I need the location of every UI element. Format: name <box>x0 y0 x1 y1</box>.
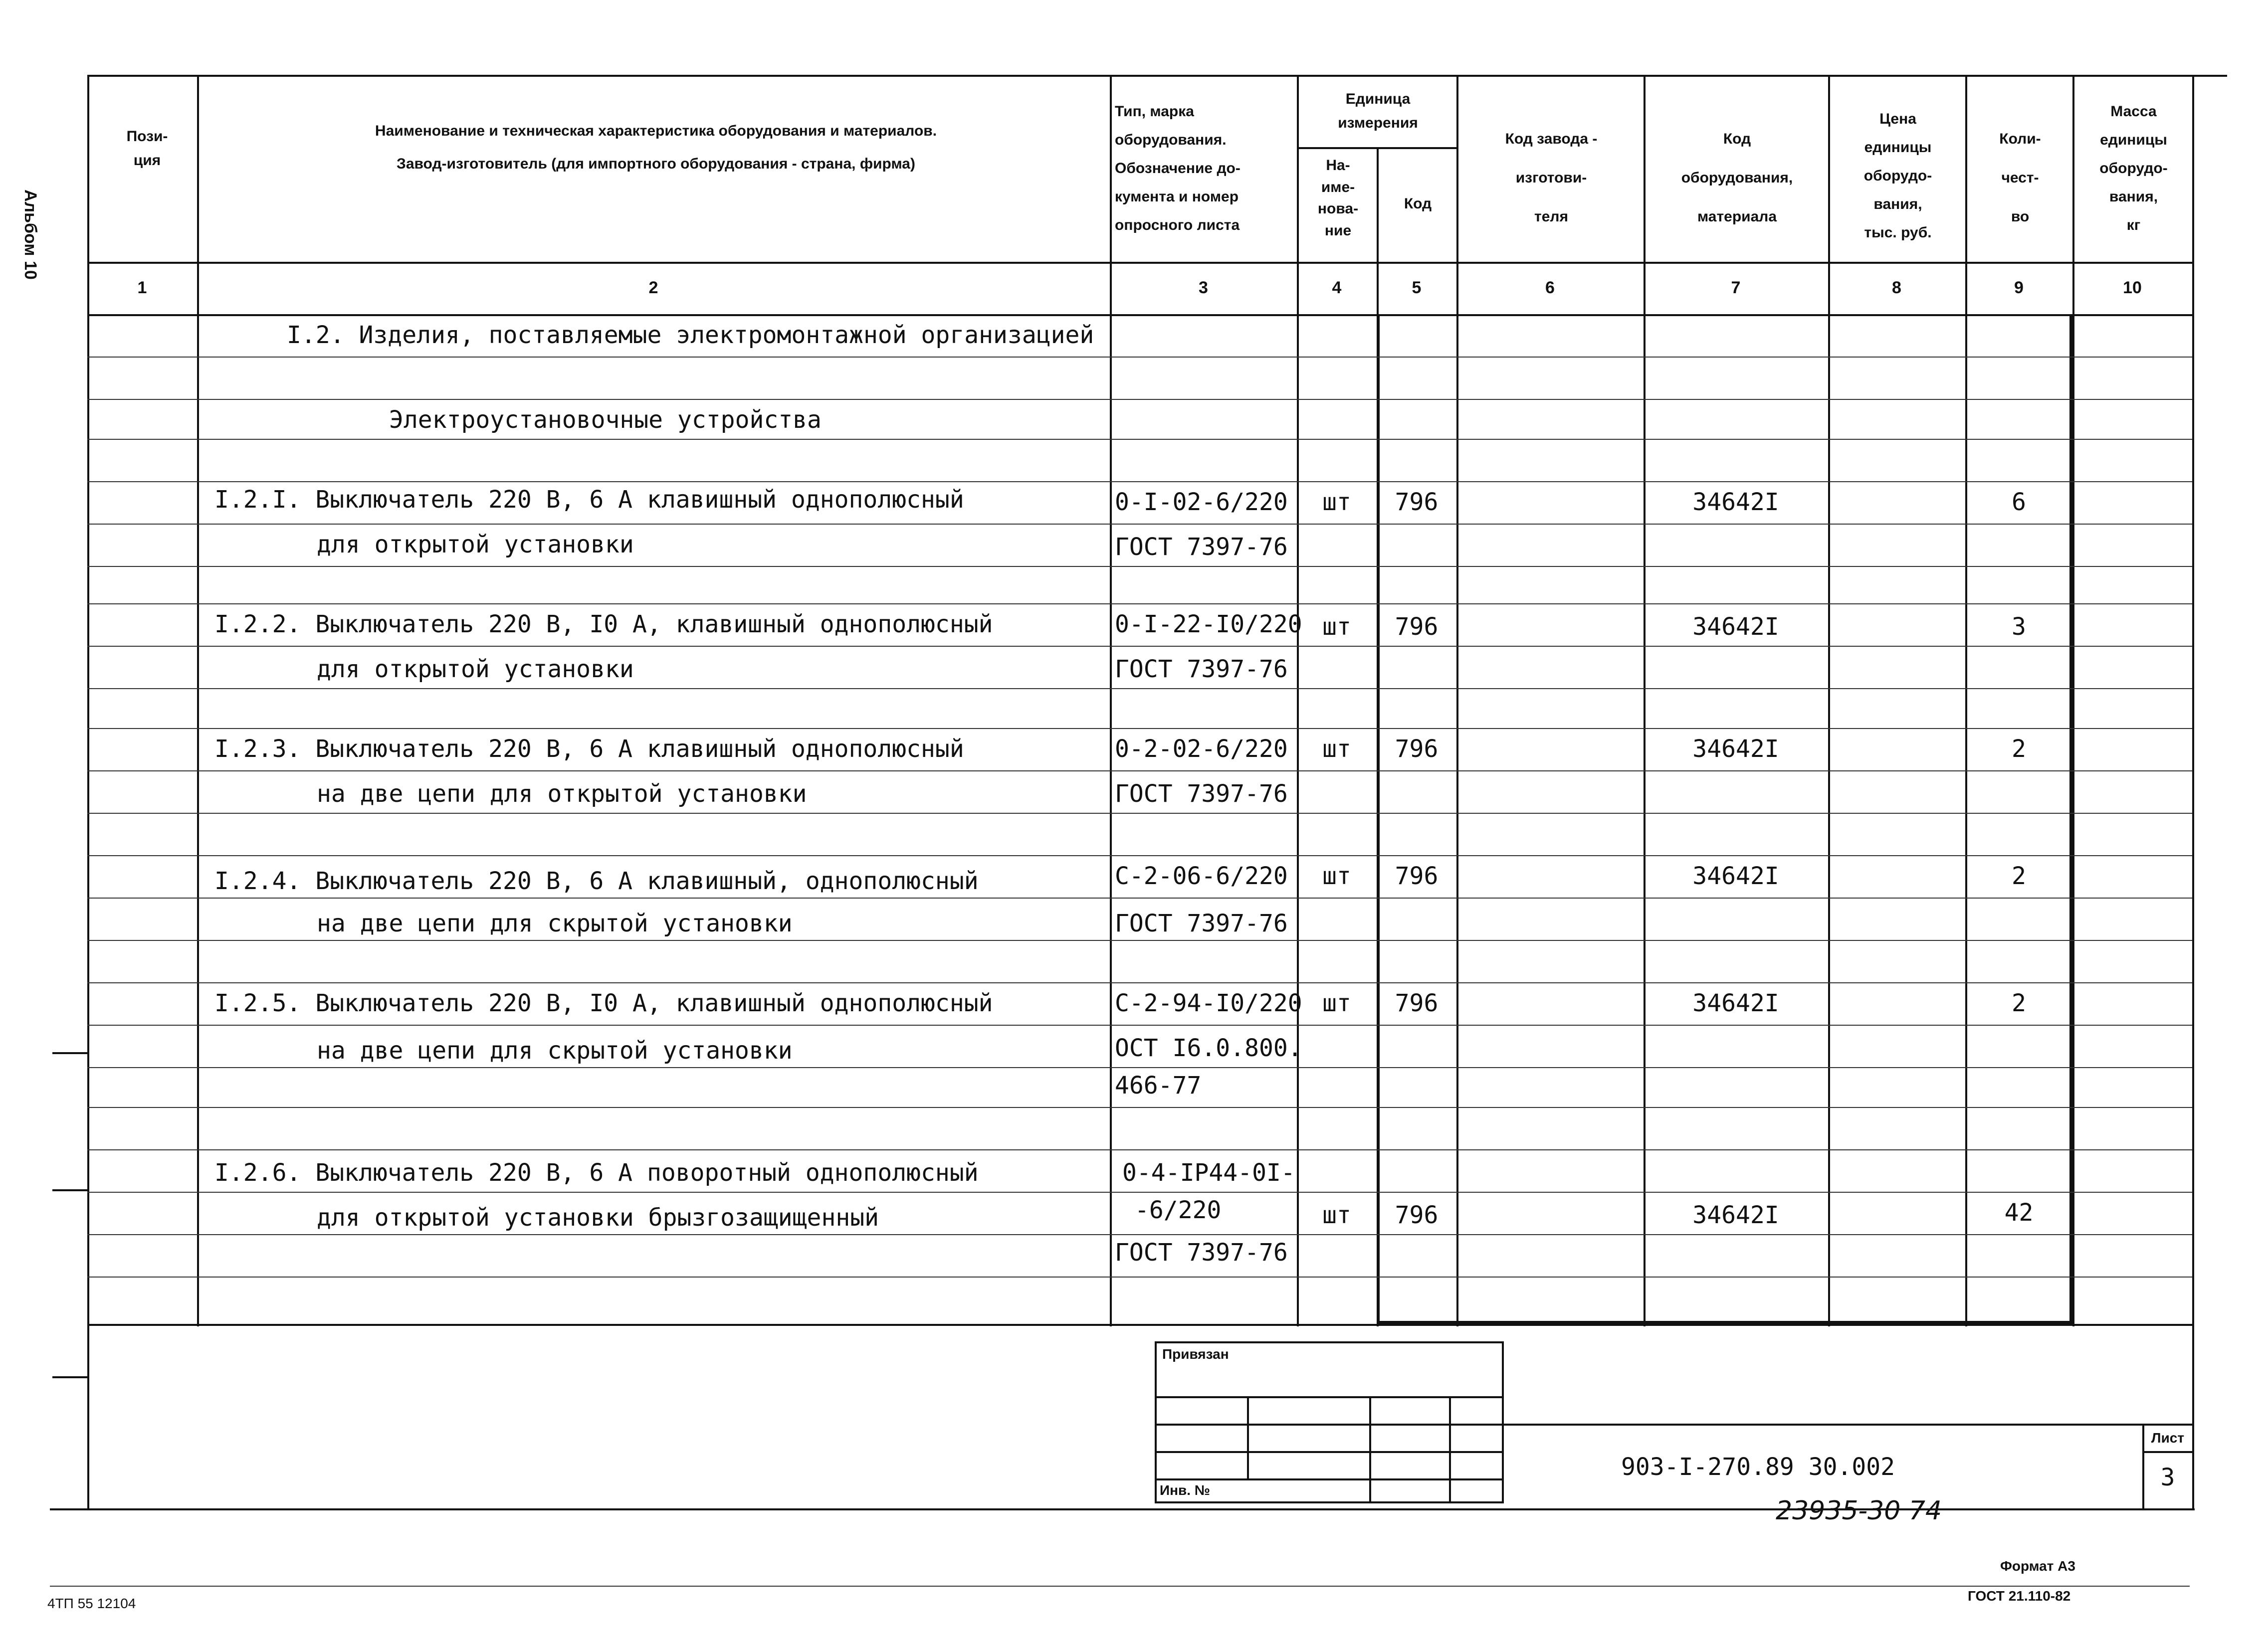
header-plant-code: Код завода - изготови- теля <box>1505 131 1598 225</box>
stamp-line <box>1155 1451 1504 1453</box>
item-name-line2: на две цепи для открытой установки <box>317 780 807 808</box>
stamp-line <box>1155 1424 1504 1426</box>
footer-line <box>50 1586 2190 1587</box>
stamp-line <box>1449 1396 1451 1503</box>
colnum: 2 <box>648 278 658 297</box>
table-bottom-line <box>87 1324 2192 1326</box>
colnum: 9 <box>2014 278 2024 297</box>
item-unit-code: 796 <box>1395 488 1439 516</box>
handwritten-inventory-number: 23935-30 74 <box>1776 1496 1942 1526</box>
frame-top <box>87 75 2227 77</box>
document-number: 903-I-270.89 30.002 <box>1621 1453 1895 1481</box>
stamp-line <box>1247 1396 1249 1478</box>
item-unit: шт <box>1322 1201 1351 1229</box>
item-unit: шт <box>1322 488 1351 516</box>
item-unit: шт <box>1322 735 1351 763</box>
item-name-line1: I.2.4. Выключатель 220 В, 6 А клавишный, однополюсный <box>214 867 979 895</box>
stamp-inv-label: Инв. № <box>1160 1482 1211 1498</box>
header-unit-name: На- име- нова- ние <box>1317 157 1359 239</box>
archive-code: 4ТП 55 12104 <box>47 1596 136 1611</box>
header-type: Тип, марка оборудования. Обозначение до- кумента и номер опросного листа <box>1115 103 1240 233</box>
item-type: 0-I-22-I0/220 <box>1115 610 1302 638</box>
item-type-doc-cont: ГОСТ 7397-76 <box>1115 1239 1288 1267</box>
item-type: 0-2-02-6/220 <box>1115 735 1288 763</box>
header-equip-code: Код оборудования, материала <box>1681 131 1793 225</box>
item-equip-code: 34642I <box>1692 1201 1779 1229</box>
item-type: 0-4-IP44-0I- <box>1122 1159 1295 1187</box>
album-side-label: Альбом 10 <box>21 189 40 280</box>
item-type-doc: -6/220 <box>1135 1196 1222 1224</box>
table-row-line <box>87 1277 2192 1278</box>
item-name-line1: I.2.6. Выключатель 220 В, 6 А поворотный однополюсный <box>214 1159 979 1187</box>
item-name-line1: I.2.2. Выключатель 220 В, I0 А, клавишный однополюсный <box>214 610 993 638</box>
item-name-line1: I.2.5. Выключатель 220 В, I0 А, клавишный однополюсный <box>214 989 993 1017</box>
item-name-line2: на две цепи для скрытой установки <box>317 910 793 937</box>
item-type-doc: ГОСТ 7397-76 <box>1115 910 1288 937</box>
header-unit-code: Код <box>1404 195 1432 212</box>
colnum: 5 <box>1412 278 1422 297</box>
item-unit-code: 796 <box>1395 735 1439 763</box>
table-row-line <box>87 357 2192 358</box>
item-type: С-2-06-6/220 <box>1115 862 1288 890</box>
colnum: 7 <box>1731 278 1741 297</box>
item-equip-code: 34642I <box>1692 488 1779 516</box>
header-price: Цена единицы оборудо- вания, тыс. руб. <box>1863 111 1932 241</box>
titleblock-top <box>1504 1424 2192 1426</box>
subsection-title: Электроустановочные устройства <box>389 406 822 434</box>
item-name-line1: I.2.I. Выключатель 220 В, 6 А клавишный однополюсный <box>214 486 964 514</box>
item-name-line2: на две цепи для скрытой установки <box>317 1037 793 1065</box>
item-unit-code: 796 <box>1395 613 1439 641</box>
item-unit-code: 796 <box>1395 989 1439 1017</box>
table-row-line <box>87 1025 2192 1026</box>
sheet-box-divider <box>2142 1451 2192 1453</box>
table-row-line <box>87 1107 2192 1108</box>
item-type: С-2-94-I0/220 <box>1115 989 1302 1017</box>
header-unit-group: Единица измерения <box>1338 91 1418 131</box>
header-position: Пози- ция <box>126 128 168 169</box>
header-name: Наименование и техническая характеристика оборудования и материалов. Завод-изготовитель (для импортного оборудования - страна, фирма) <box>375 123 937 172</box>
item-type: 0-I-02-6/220 <box>1115 488 1288 516</box>
item-qty: 2 <box>2012 989 2026 1017</box>
stamp-line <box>1369 1396 1371 1503</box>
margin-tick <box>52 1189 87 1191</box>
margin-tick <box>52 1376 87 1378</box>
item-type-doc: ГОСТ 7397-76 <box>1115 780 1288 808</box>
item-unit: шт <box>1322 989 1351 1017</box>
colnum: 8 <box>1892 278 1901 297</box>
item-qty: 2 <box>2012 862 2026 890</box>
header-mass: Масса единицы оборудо- вания, кг <box>2099 103 2168 233</box>
colnum: 10 <box>2123 278 2142 297</box>
colnum: 3 <box>1199 278 1208 297</box>
format-label: Формат А3 <box>2000 1558 2075 1574</box>
item-unit: шт <box>1322 862 1351 890</box>
table-row-line <box>87 1149 2192 1150</box>
item-unit-code: 796 <box>1395 862 1439 890</box>
margin-tick <box>52 1052 87 1054</box>
frame-right <box>2192 75 2194 1508</box>
section-title: I.2. Изделия, поставляемые электромонтажной организацией <box>287 321 1094 349</box>
item-qty: 42 <box>2004 1199 2034 1227</box>
item-name-line2: для открытой установки <box>317 531 634 558</box>
item-equip-code: 34642I <box>1692 989 1779 1017</box>
item-equip-code: 34642I <box>1692 613 1779 641</box>
item-unit: шт <box>1322 613 1351 641</box>
item-equip-code: 34642I <box>1692 862 1779 890</box>
item-qty: 6 <box>2012 488 2026 516</box>
sheet-label: Лист <box>2151 1430 2185 1446</box>
table-row-line <box>87 770 2192 771</box>
item-type-doc-cont: 466-77 <box>1115 1072 1202 1099</box>
item-qty: 2 <box>2012 735 2026 763</box>
item-type-doc: ГОСТ 7397-76 <box>1115 655 1288 683</box>
colnum: 1 <box>137 278 147 297</box>
bold-data-box <box>1377 314 2072 1324</box>
colnum: 6 <box>1545 278 1555 297</box>
colnum: 4 <box>1332 278 1342 297</box>
stamp-line <box>1155 1478 1504 1480</box>
item-name-line2: для открытой установки брызгозащищенный <box>317 1204 879 1232</box>
item-equip-code: 34642I <box>1692 735 1779 763</box>
item-unit-code: 796 <box>1395 1201 1439 1229</box>
item-qty: 3 <box>2012 613 2026 641</box>
item-name-line1: I.2.3. Выключатель 220 В, 6 А клавишный однополюсный <box>214 735 964 763</box>
table-row-line <box>87 646 2192 647</box>
header-qty: Коли- чест- во <box>1999 131 2041 225</box>
gost-label: ГОСТ 21.110-82 <box>1968 1588 2071 1604</box>
item-name-line2: для открытой установки <box>317 655 634 683</box>
stamp-line <box>1155 1396 1504 1398</box>
stamp-bound-label: Привязан <box>1162 1346 1229 1362</box>
item-type-doc: ОСТ I6.0.800. <box>1115 1034 1302 1062</box>
item-type-doc: ГОСТ 7397-76 <box>1115 533 1288 561</box>
sheet-number: 3 <box>2160 1464 2175 1491</box>
